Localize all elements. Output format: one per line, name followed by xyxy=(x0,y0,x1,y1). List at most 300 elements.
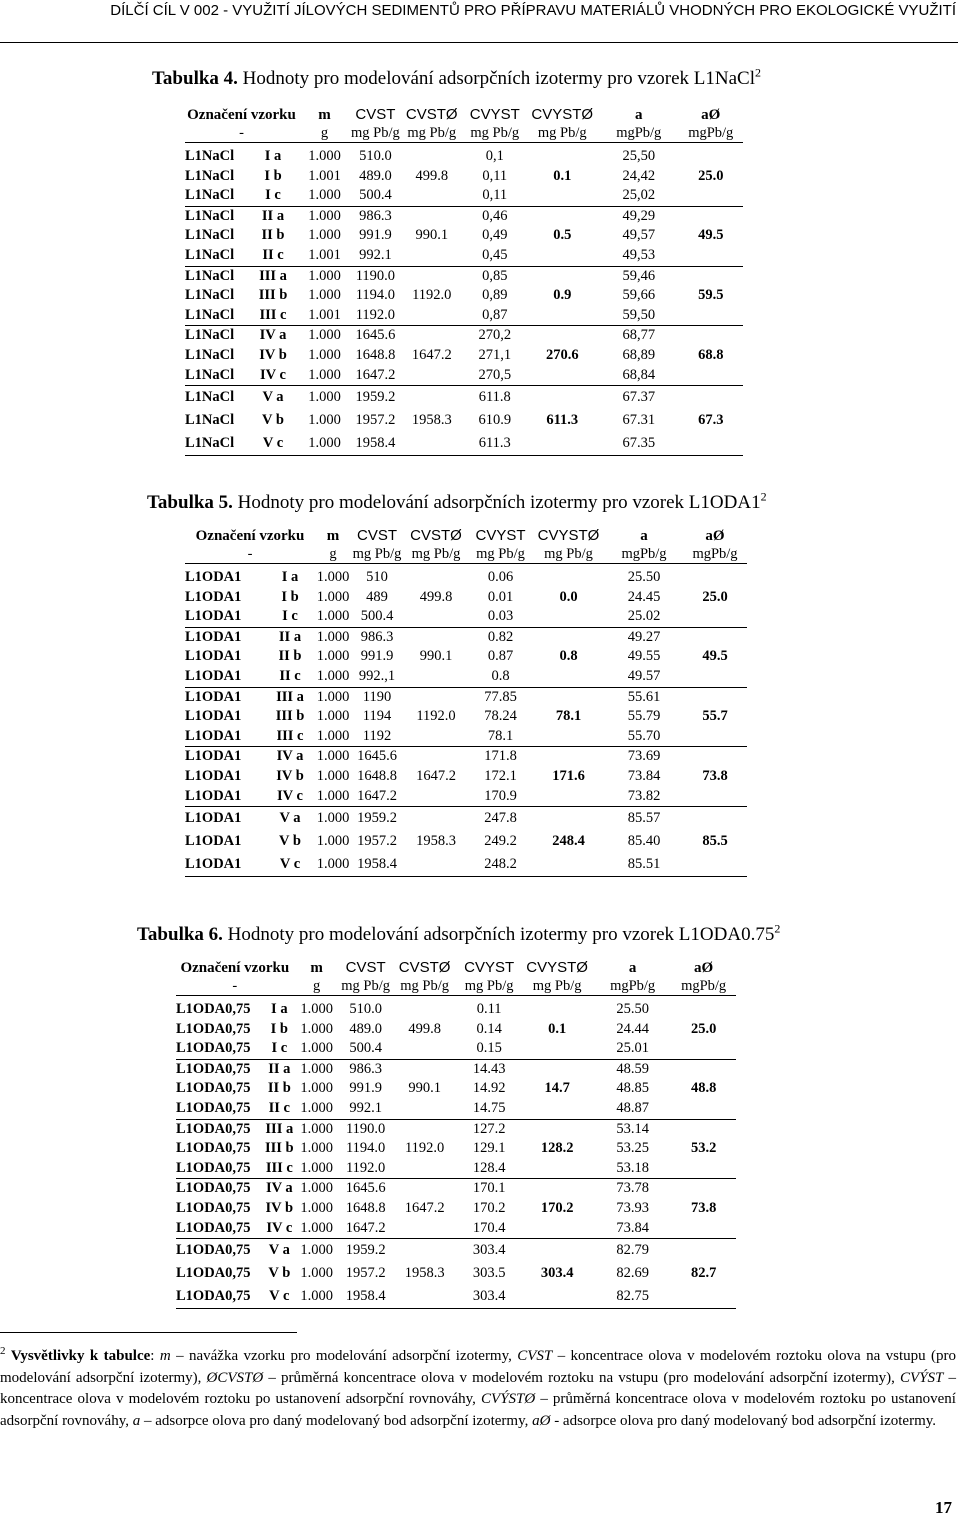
cell-sample-label: III c xyxy=(265,1159,294,1179)
cell-sample-label: I a xyxy=(264,148,282,164)
cell-a: 25.50 xyxy=(627,569,661,585)
cell-sample-name: L1ODA1 xyxy=(185,727,265,747)
column-header: Označení vzorku xyxy=(187,107,296,123)
cell-m: 1.000 xyxy=(298,186,351,206)
table-caption xyxy=(137,921,781,946)
footnote-symbol: a xyxy=(132,1412,141,1429)
cell-cvst-avg: 1647.2 xyxy=(404,1199,445,1216)
cell-sample-label: III a xyxy=(265,1120,294,1137)
column-unit: mg Pb/g xyxy=(351,125,400,141)
cell-cvst: 1194.0 xyxy=(355,287,396,304)
cell-cvyst-avg: 270.6 xyxy=(545,346,579,363)
cell-a-avg xyxy=(672,1099,736,1119)
cell-a-avg: 73.8 xyxy=(690,1199,717,1216)
cell-sample-name: L1ODA0,75 xyxy=(176,1159,265,1179)
cell-m: 1.000 xyxy=(308,148,341,164)
table-row xyxy=(176,1119,736,1139)
cell-cvyst-avg xyxy=(521,1285,594,1309)
cell-cvst-avg xyxy=(403,787,469,807)
cell-sample-label: I a xyxy=(281,569,299,585)
cell-a: 67.37 xyxy=(622,389,656,406)
cell-sample-label: V c xyxy=(248,432,298,456)
cell-sample-label: III b xyxy=(275,708,305,725)
cell-cvst-avg xyxy=(400,186,464,206)
cell-sample-name: L1ODA0,75 xyxy=(176,1199,251,1216)
cell-cvyst-avg: 248.4 xyxy=(552,833,585,850)
cell-cvst-avg xyxy=(400,366,464,386)
cell-a: 55.70 xyxy=(605,727,683,747)
cell-m: 1.000 xyxy=(315,607,351,627)
cell-a-avg xyxy=(672,1179,736,1199)
table-row xyxy=(185,306,743,326)
cell-cvyst: 77.85 xyxy=(484,688,517,705)
cell-sample-label: III b xyxy=(258,287,288,304)
table-row xyxy=(185,346,743,366)
cell-cvyst: 303.5 xyxy=(472,1265,506,1282)
cell-m: 1.000 xyxy=(298,432,351,456)
data-table xyxy=(185,106,743,456)
cell-cvst: 1958.4 xyxy=(340,1285,392,1309)
cell-sample-name: L1ODA1 xyxy=(185,853,265,877)
footnote-label: Vysvětlivky k tabulce xyxy=(10,1348,151,1364)
table-row xyxy=(185,206,743,226)
cell-sample-label: IV a xyxy=(259,327,287,344)
cell-a-avg: 68.8 xyxy=(698,346,724,363)
cell-cvst-avg xyxy=(403,727,469,747)
cell-sample-name: L1ODA0,75 xyxy=(176,1020,251,1037)
page-header: DÍLČÍ CÍL V 002 - VYUŽITÍ JÍLOVÝCH SEDIMENTŮ PRO PŘÍPRAVU MATERIÁLŮ VHODNÝCH PRO EKOLOGICKÉ VYUŽITÍ xyxy=(110,2,956,19)
cell-cvyst-avg xyxy=(526,432,599,456)
cell-sample-label: IV c xyxy=(265,1219,294,1239)
cell-sample-name: L1NaCl xyxy=(185,148,235,164)
cell-cvyst-avg xyxy=(521,1219,594,1239)
cell-cvst: 1957.2 xyxy=(345,1265,386,1282)
cell-cvyst-avg: 0.9 xyxy=(553,287,572,304)
cell-cvst-avg: 1192.0 xyxy=(404,1140,445,1157)
cell-cvst-avg xyxy=(403,853,469,877)
cell-cvyst: 128.4 xyxy=(458,1159,521,1179)
cell-cvst-avg: 1647.2 xyxy=(411,346,452,363)
cell-a-avg xyxy=(672,1039,736,1059)
cell-cvst-avg xyxy=(392,1099,458,1119)
cell-a-avg xyxy=(672,1000,736,1020)
cell-sample-name: L1ODA1 xyxy=(185,833,242,850)
column-header: CVST xyxy=(345,959,386,976)
column-header: CVYST xyxy=(464,959,515,976)
cell-m: 1.000 xyxy=(294,1285,340,1309)
cell-a: 85.40 xyxy=(627,833,661,850)
column-unit: mg Pb/g xyxy=(392,977,458,996)
column-unit: - xyxy=(185,124,298,143)
cell-cvst: 510.0 xyxy=(359,148,392,164)
cell-cvyst: 14.75 xyxy=(458,1099,521,1119)
cell-a-avg: 82.7 xyxy=(690,1265,717,1282)
cell-cvyst-avg: 0.8 xyxy=(559,648,578,665)
cell-m: 1.000 xyxy=(316,833,350,850)
cell-sample-name: L1ODA1 xyxy=(185,767,242,784)
table-row xyxy=(185,147,743,167)
cell-cvyst: 0,45 xyxy=(464,246,526,266)
table-row xyxy=(185,588,747,608)
cell-sample-label: II a xyxy=(268,1060,291,1077)
cell-cvst-avg xyxy=(403,747,469,767)
cell-sample-label: V b xyxy=(279,833,301,850)
table-row xyxy=(185,707,747,727)
cell-a: 48.87 xyxy=(594,1099,672,1119)
cell-a-avg xyxy=(679,366,743,386)
cell-sample-label: I b xyxy=(264,167,282,184)
cell-cvyst: 127.2 xyxy=(472,1120,506,1137)
cell-a-avg xyxy=(683,807,747,831)
table-row xyxy=(185,727,747,747)
column-header: CVST xyxy=(356,527,397,544)
cell-cvyst: 0,87 xyxy=(464,306,526,326)
cell-cvyst-avg xyxy=(521,1099,594,1119)
cell-cvst-avg xyxy=(400,386,464,410)
column-header: a xyxy=(628,960,637,976)
cell-cvyst: 0,89 xyxy=(482,287,508,304)
cell-cvst: 1957.2 xyxy=(355,412,396,429)
cell-cvyst-avg xyxy=(526,306,599,326)
cell-cvst-avg xyxy=(403,807,469,831)
footnote-rule xyxy=(0,1332,297,1333)
cell-sample-label: V a xyxy=(262,389,284,406)
table-row xyxy=(185,167,743,187)
cell-cvst: 992.1 xyxy=(351,246,400,266)
cell-cvst-avg xyxy=(400,306,464,326)
column-header: m xyxy=(326,528,340,544)
cell-sample-label: II a xyxy=(278,628,302,645)
cell-sample-label: II b xyxy=(278,648,302,665)
footnote-marker: 2 xyxy=(0,1345,6,1357)
cell-m: 1.000 xyxy=(316,810,350,827)
table-row xyxy=(176,1285,736,1309)
cell-cvyst-avg xyxy=(521,1119,594,1139)
cell-sample-label: III a xyxy=(276,688,304,705)
cell-cvst: 1957.2 xyxy=(357,833,397,850)
table-row xyxy=(176,1159,736,1179)
cell-cvyst: 14.92 xyxy=(472,1080,506,1097)
cell-sample-label: V c xyxy=(265,853,315,877)
footnote-text: – koncentrace olova v modelovém roztoku po ustanovení adsorpční rovnováhy, xyxy=(0,1369,957,1407)
caption-label: Tabulka 4. xyxy=(152,68,238,89)
cell-sample-name: L1NaCl xyxy=(185,389,235,406)
column-header: CVYSTØ xyxy=(537,527,600,544)
cell-a: 25,02 xyxy=(599,186,679,206)
cell-cvyst-avg xyxy=(526,266,599,286)
cell-cvst-avg: 990.1 xyxy=(408,1080,441,1097)
table-row xyxy=(176,1239,736,1263)
cell-sample-name: L1ODA0,75 xyxy=(176,1039,265,1059)
table-row xyxy=(185,366,743,386)
cell-cvst: 992.,1 xyxy=(351,667,403,687)
cell-cvst: 489 xyxy=(366,588,388,605)
cell-a-avg xyxy=(683,727,747,747)
table-row xyxy=(185,432,743,456)
cell-cvyst-avg xyxy=(532,568,605,588)
cell-sample-name: L1ODA1 xyxy=(185,748,242,765)
cell-sample-name: L1ODA0,75 xyxy=(176,1219,265,1239)
cell-cvyst-avg xyxy=(526,206,599,226)
cell-m: 1.001 xyxy=(308,167,341,184)
cell-sample-name: L1ODA0,75 xyxy=(176,1285,265,1309)
cell-sample-label: III b xyxy=(265,1140,294,1157)
cell-cvyst-avg: 171.6 xyxy=(552,767,585,784)
cell-cvst-avg: 1192.0 xyxy=(416,708,456,725)
cell-m: 1.000 xyxy=(294,1099,340,1119)
table-row xyxy=(176,1139,736,1159)
cell-cvst: 992.1 xyxy=(340,1099,392,1119)
cell-a-avg xyxy=(672,1119,736,1139)
footnote-symbol: CVÝSTØ xyxy=(481,1391,536,1407)
cell-sample-label: IV b xyxy=(259,346,287,363)
cell-a-avg xyxy=(672,1219,736,1239)
cell-cvyst: 78.1 xyxy=(469,727,532,747)
column-unit: mg Pb/g xyxy=(403,545,469,564)
cell-cvst-avg xyxy=(403,667,469,687)
cell-cvyst: 0,46 xyxy=(482,207,508,224)
column-unit: mg Pb/g xyxy=(532,545,605,564)
cell-cvyst: 271,1 xyxy=(478,346,512,363)
cell-a: 49.27 xyxy=(627,628,661,645)
cell-a-avg xyxy=(683,627,747,647)
column-header: CVYST xyxy=(475,527,526,544)
caption-text: Hodnoty pro modelování adsorpčních izotermy pro vzorek L1ODA0.75 xyxy=(222,924,775,945)
cell-sample-label: IV b xyxy=(276,767,304,784)
cell-sample-name: L1ODA0,75 xyxy=(176,1242,251,1259)
cell-a: 49,29 xyxy=(622,207,656,224)
caption-footnote-ref: 2 xyxy=(760,489,767,504)
cell-cvst: 1958.4 xyxy=(351,432,400,456)
cell-cvst-avg: 1958.3 xyxy=(411,412,452,429)
cell-cvyst: 611.8 xyxy=(478,389,511,406)
column-unit: mg Pb/g xyxy=(458,977,521,996)
cell-cvst: 1958.4 xyxy=(351,853,403,877)
cell-m: 1.000 xyxy=(308,207,341,224)
cell-cvyst-avg xyxy=(526,186,599,206)
cell-sample-label: I b xyxy=(281,588,299,605)
column-unit: mg Pb/g xyxy=(400,124,464,143)
caption-label: Tabulka 5. xyxy=(147,492,233,513)
cell-cvst: 500.4 xyxy=(351,186,400,206)
cell-cvyst: 0.82 xyxy=(487,628,514,645)
column-unit: mgPb/g xyxy=(594,977,672,996)
cell-cvst-avg xyxy=(403,627,469,647)
cell-cvst: 1645.6 xyxy=(345,1180,386,1197)
cell-cvyst-avg: 303.4 xyxy=(540,1265,574,1282)
cell-sample-name: L1ODA1 xyxy=(185,569,242,585)
cell-a: 48.59 xyxy=(616,1060,649,1077)
cell-cvst: 489.0 xyxy=(359,167,392,184)
cell-cvyst: 14.43 xyxy=(472,1060,506,1077)
cell-cvst: 1192 xyxy=(351,727,403,747)
cell-sample-label: V a xyxy=(279,810,301,827)
cell-sample-label: V c xyxy=(265,1285,294,1309)
table-row xyxy=(185,226,743,246)
column-header: Označení vzorku xyxy=(195,528,305,544)
cell-a: 24,42 xyxy=(622,167,656,184)
cell-a-avg: 49.5 xyxy=(702,648,728,665)
footnote-symbol: m xyxy=(159,1348,171,1364)
cell-m: 1.001 xyxy=(298,246,351,266)
cell-cvyst-avg: 0.0 xyxy=(559,588,578,605)
cell-a: 73.78 xyxy=(616,1180,649,1197)
cell-m: 1.000 xyxy=(298,366,351,386)
cell-m: 1.000 xyxy=(300,1120,333,1137)
cell-m: 1.000 xyxy=(300,1080,333,1097)
cell-sample-name: L1NaCl xyxy=(185,207,235,224)
cell-a: 24.44 xyxy=(616,1020,649,1037)
cell-sample-label: II c xyxy=(265,1099,294,1119)
caption-text: Hodnoty pro modelování adsorpčních izotermy pro vzorek L1NaCl xyxy=(237,68,756,89)
cell-cvyst-avg xyxy=(532,747,605,767)
cell-sample-label: II c xyxy=(265,667,315,687)
cell-m: 1.000 xyxy=(316,648,350,665)
cell-cvyst-avg xyxy=(532,807,605,831)
cell-cvst-avg xyxy=(400,147,464,167)
table-row xyxy=(185,568,747,588)
cell-m: 1.000 xyxy=(315,667,351,687)
cell-a-avg xyxy=(683,568,747,588)
cell-cvyst-avg xyxy=(521,1000,594,1020)
footnote-text: : xyxy=(150,1348,160,1364)
column-unit: g xyxy=(298,124,351,143)
cell-cvst-avg xyxy=(400,246,464,266)
column-unit: - xyxy=(176,977,294,996)
cell-sample-label: I c xyxy=(265,1039,294,1059)
cell-sample-label: IV c xyxy=(265,787,315,807)
cell-m: 1.000 xyxy=(316,708,350,725)
cell-cvst-avg: 1958.3 xyxy=(416,833,456,850)
footnote-text: – adsorpce olova pro daný modelovaný bod adsorpční izotermy, xyxy=(140,1412,533,1429)
cell-a: 25.02 xyxy=(605,607,683,627)
cell-sample-name: L1ODA0,75 xyxy=(176,1140,251,1157)
cell-cvyst: 610.9 xyxy=(478,412,512,429)
column-header: CVSTØ xyxy=(405,106,458,123)
cell-m: 1.000 xyxy=(294,1039,340,1059)
cell-a-avg: 55.7 xyxy=(702,708,728,725)
table-row xyxy=(185,807,747,831)
cell-a-avg: 67.3 xyxy=(698,412,724,429)
column-unit: mg Pb/g xyxy=(352,546,402,562)
cell-cvst-avg xyxy=(403,568,469,588)
column-header: m xyxy=(310,960,323,976)
cell-cvyst-avg xyxy=(532,627,605,647)
column-header: a xyxy=(635,107,643,123)
cell-cvst-avg xyxy=(403,687,469,707)
cell-m: 1.000 xyxy=(315,727,351,747)
cell-cvyst-avg xyxy=(532,853,605,877)
cell-cvst-avg: 990.1 xyxy=(415,227,449,244)
cell-cvst-avg: 990.1 xyxy=(419,648,453,665)
cell-m: 1.000 xyxy=(316,767,350,784)
column-header: aØ xyxy=(705,528,725,544)
footnote-symbol: CVST xyxy=(517,1348,553,1364)
cell-a-avg: 53.2 xyxy=(690,1140,717,1157)
cell-m: 1.000 xyxy=(316,588,350,605)
cell-sample-label: IV c xyxy=(248,366,298,386)
cell-cvst: 1192.0 xyxy=(340,1159,392,1179)
cell-cvyst: 170.9 xyxy=(469,787,532,807)
cell-cvst-avg xyxy=(392,1285,458,1309)
cell-a: 82.75 xyxy=(594,1285,672,1309)
cell-a-avg xyxy=(679,206,743,226)
cell-sample-label: I c xyxy=(265,607,315,627)
column-unit: mg Pb/g xyxy=(526,124,599,143)
column-unit: mg Pb/g xyxy=(469,545,532,564)
cell-cvst: 1645.6 xyxy=(355,327,396,344)
cell-cvst: 1959.2 xyxy=(355,389,396,406)
footnote-symbol: ØCVSTØ xyxy=(206,1369,264,1386)
caption-text: Hodnoty pro modelování adsorpčních izotermy pro vzorek L1ODA1 xyxy=(232,492,761,513)
cell-sample-label: V b xyxy=(268,1265,291,1282)
cell-a: 82.79 xyxy=(616,1242,649,1259)
cell-cvst: 1959.2 xyxy=(345,1242,386,1259)
cell-a-avg xyxy=(679,432,743,456)
cell-a: 25.01 xyxy=(594,1039,672,1059)
cell-a-avg xyxy=(672,1159,736,1179)
caption-footnote-ref: 2 xyxy=(774,921,781,936)
cell-cvyst: 129.1 xyxy=(472,1140,506,1157)
caption-label: Tabulka 6. xyxy=(137,924,223,945)
cell-cvyst: 270,5 xyxy=(464,366,526,386)
cell-cvyst-avg xyxy=(526,246,599,266)
cell-sample-name: L1ODA1 xyxy=(185,648,242,665)
footnote-text: – průměrná koncentrace olova v modelovém roztoku po ustanovení adsorpční rovnováhy, xyxy=(0,1391,956,1429)
cell-cvyst-avg xyxy=(532,787,605,807)
table-row xyxy=(176,1199,736,1219)
cell-cvyst-avg xyxy=(521,1159,594,1179)
cell-cvyst-avg: 14.7 xyxy=(544,1080,570,1097)
cell-cvst: 1959.2 xyxy=(357,810,397,827)
cell-sample-label: III a xyxy=(259,267,287,284)
cell-cvst-avg: 1647.2 xyxy=(416,767,456,784)
cell-a: 68,89 xyxy=(622,346,656,363)
table-row xyxy=(185,853,747,877)
cell-a: 53.14 xyxy=(616,1120,649,1137)
table-row xyxy=(185,186,743,206)
cell-a: 25.50 xyxy=(616,1001,649,1017)
cell-cvst: 1194.0 xyxy=(345,1140,386,1157)
footnote-text: - adsorpce olova pro daný modelovaný bod adsorpční izotermy. xyxy=(550,1412,937,1429)
cell-cvyst-avg xyxy=(521,1059,594,1079)
column-header: Označení vzorku xyxy=(180,960,290,976)
cell-cvyst: 170.2 xyxy=(472,1199,506,1216)
cell-sample-name: L1NaCl xyxy=(185,246,248,266)
cell-cvyst-avg: 0.1 xyxy=(553,167,572,184)
cell-cvst-avg xyxy=(392,1179,458,1199)
cell-cvst-avg xyxy=(392,1219,458,1239)
cell-sample-name: L1NaCl xyxy=(185,267,235,284)
cell-cvyst-avg xyxy=(521,1179,594,1199)
table-row xyxy=(185,409,743,432)
cell-m: 1.000 xyxy=(294,1219,340,1239)
data-table xyxy=(176,959,736,1309)
cell-cvst: 991.9 xyxy=(360,648,394,665)
cell-a: 67.31 xyxy=(622,412,656,429)
column-unit: g xyxy=(315,545,351,564)
cell-a-avg: 25.0 xyxy=(702,588,728,605)
page-number: 17 xyxy=(935,1498,952,1517)
cell-cvst: 1192.0 xyxy=(351,306,400,326)
table-row xyxy=(176,1179,736,1199)
cell-a-avg xyxy=(679,266,743,286)
table-row xyxy=(176,1020,736,1040)
cell-a: 55.61 xyxy=(627,688,661,705)
cell-sample-label: I b xyxy=(270,1020,288,1037)
cell-sample-name: L1NaCl xyxy=(185,366,248,386)
cell-sample-name: L1ODA1 xyxy=(185,607,265,627)
